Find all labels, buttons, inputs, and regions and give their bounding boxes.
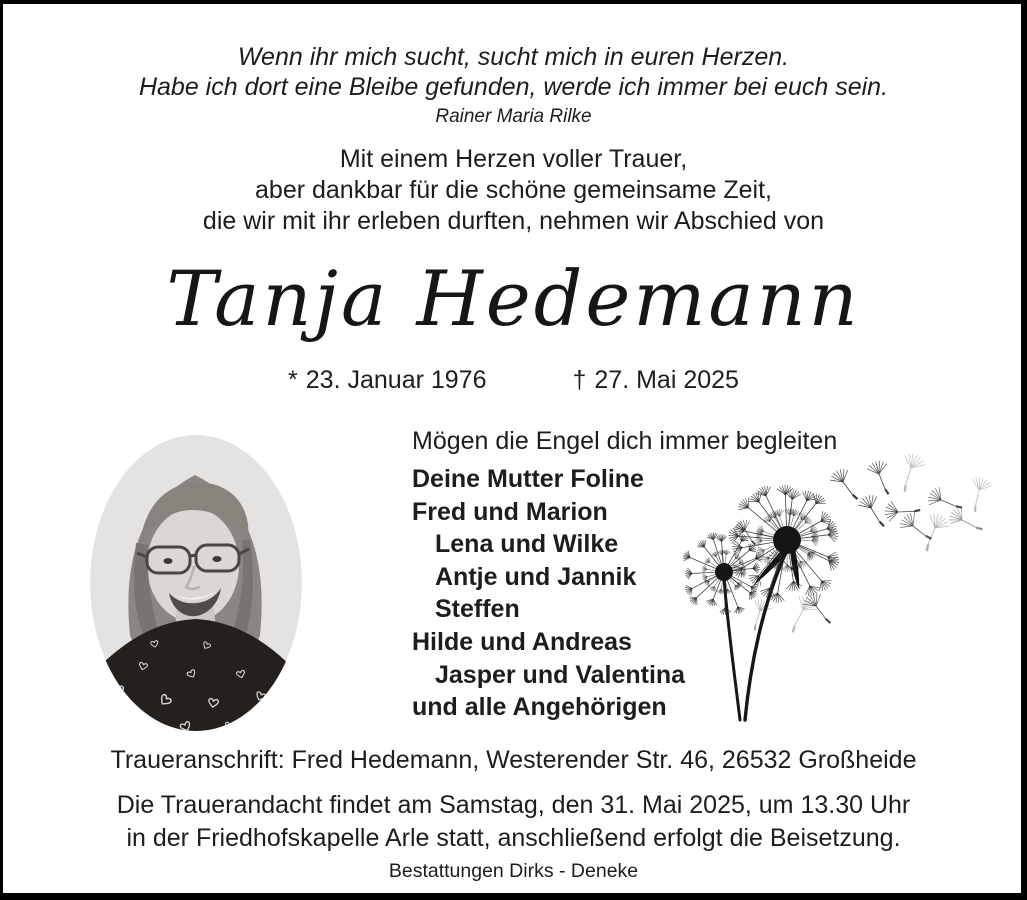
funeral-home-name: Bestattungen Dirks - Deneke: [388, 860, 639, 882]
dandelion-seeds-image: [683, 438, 1013, 730]
quote-attribution: Rainer Maria Rilke: [435, 106, 592, 127]
life-dates: [0, 366, 1027, 395]
death-cross-symbol: †: [572, 366, 587, 394]
blessing-line: Mögen die Engel dich immer begleiten: [412, 427, 838, 455]
birth-date: [288, 366, 486, 395]
mourner-item: Steffen: [435, 595, 520, 624]
death-date: [572, 366, 738, 395]
dandelion-illustration: [683, 438, 1013, 730]
intro-line-3: die wir mit ihr erleben durften, nehmen wir Abschied von: [202, 207, 825, 235]
mourner-item: Hilde und Andreas: [412, 627, 632, 656]
scan-border-bottom: [0, 893, 1027, 900]
deceased-name: Tanja Hedemann: [166, 254, 861, 343]
death-date-text: 27. Mai 2025: [594, 366, 739, 394]
mourner-item: Antje und Jannik: [435, 562, 637, 591]
service-line-1: Die Trauerandacht findet am Samstag, den 31. Mai 2025, um 13.30 Uhr: [116, 791, 911, 819]
mourner-item: Deine Mutter Foline: [412, 465, 644, 493]
intro-line-1: Mit einem Herzen voller Trauer,: [339, 145, 688, 173]
intro-line-2: aber dankbar für die schöne gemeinsame Zeit,: [255, 176, 772, 204]
birth-symbol: *: [288, 366, 298, 394]
service-line-2: in der Friedhofskapelle Arle statt, anschließend erfolgt die Beisetzung.: [126, 824, 901, 852]
mourner-item: Lena und Wilke: [435, 530, 619, 559]
portrait-photo-image: [90, 435, 302, 731]
opening-quote: [0, 42, 1027, 129]
service-announcement: [0, 789, 1027, 855]
condolence-address: Traueranschrift: Fred Hedemann, Westerender Str. 46, 26532 Großheide: [110, 746, 917, 774]
portrait-photo: [90, 435, 302, 731]
intro-text: [0, 144, 1027, 237]
quote-line-1: Wenn ihr mich sucht, sucht mich in euren Herzen.: [237, 43, 790, 71]
scan-border-top: [0, 0, 1027, 4]
birth-date-text: 23. Januar 1976: [305, 366, 487, 394]
mourner-item: Jasper und Valentina: [435, 660, 686, 689]
quote-line-2: Habe ich dort eine Bleibe gefunden, werde ich immer bei euch sein.: [138, 73, 889, 101]
mourner-item: Fred und Marion: [412, 497, 608, 526]
mourner-item: und alle Angehörigen: [412, 693, 667, 722]
mourners-list: [412, 463, 685, 724]
